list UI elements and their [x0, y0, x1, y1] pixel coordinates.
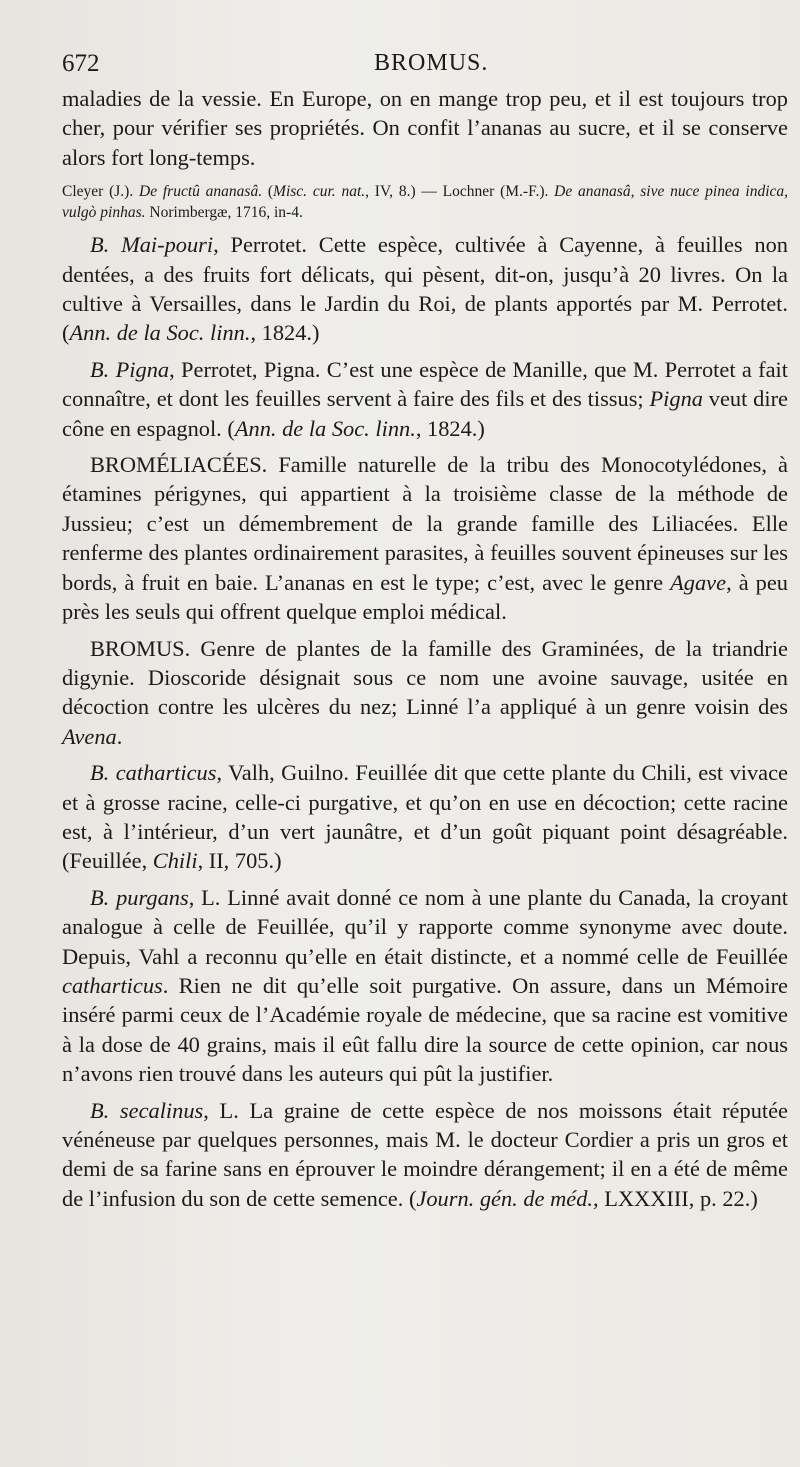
species-epithet: catharticus [62, 972, 163, 998]
citation-volume: , LXXXIII, p. 22.) [593, 1185, 758, 1211]
bibliography-references [62, 181, 788, 223]
entry-text: , L. Linné avait donné ce nom à une plante du Canada, la croyant analogue à celle de Feuillée, qu’il y rapporte comme synonyme avec doute. Depuis, Vahl a reconnu qu’elle en était distincte, et a nommé celle de Feuillée [62, 884, 788, 969]
citation-journal: Journ. gén. de méd. [416, 1185, 593, 1211]
entry-bromeliacees [62, 450, 788, 626]
ref-author-1: Cleyer (J.). [62, 183, 139, 201]
entry-text: . Rien ne dit qu’elle soit purgative. On assure, dans un Mémoire inséré parmi ceux de l’Académie royale de médecine, que sa racine est vomitive à la dose de 40 grains, mais il eût fallu dire la source de cette opinion, car nous n’avons rien trouvé dans les auteurs qui pût la justifier. [62, 972, 788, 1087]
ref-title-1: De fructû ananasâ. [139, 183, 263, 201]
entry-text: , à peu près les seuls qui offrent quelque emploi médical. [62, 569, 789, 625]
entry-text: , Valh, Guilno. Feuillée dit que cette plante du Chili, est vivace et à grosse racine, celle-ci purgative, et qu’on en use en décoction; cette racine est, à l’intérieur, d’un vert jaunâtre, et d’un goût piquant point désagréable. (Feuillée, [62, 760, 788, 874]
page-number: 672 [62, 50, 100, 77]
entry-b-catharticus [62, 758, 788, 876]
page-header [62, 50, 740, 84]
entry-text: veut dire cône en espagnol. ( [62, 386, 788, 441]
body-text [62, 84, 788, 1213]
entry-b-secalinus [62, 1096, 788, 1214]
species-name: B. secalinus [90, 1097, 204, 1123]
genus-name: Avena [62, 723, 117, 749]
genus-name: Agave [670, 569, 727, 595]
entry-text: BROMUS. Genre de plantes de la famille des Graminées, de la triandrie digynie. Dioscoride désignait sous ce nom une avoine sauvage, usitée en décoction contre les ulcères du nez; Linné l’a appliqué à un genre voisin des [62, 635, 788, 720]
entry-text: , L. La graine de cette espèce de nos moissons était réputée vénéneuse par quelques personnes, mais M. le docteur Cordier a pris un gros et demi de sa farine sans en éprouver le moindre dérangement; il en a été de même de l’infusion du son de cette semence. ( [62, 1097, 788, 1211]
running-head: BROMUS. [374, 50, 489, 76]
ref-imprint-2: Norimbergæ, 1716, in-4. [145, 204, 303, 222]
paragraph-ananas-end: maladies de la vessie. En Europe, on en mange trop peu, et il est toujours trop cher, pour vérifier ses propriétés. On confit l’ananas au sucre, et il se conserve alors fort long-temps. [62, 86, 788, 170]
term-italic: Pigna [649, 386, 703, 412]
citation-journal: Ann. de la Soc. linn. [234, 415, 416, 441]
species-name: B. Mai-pouri [90, 232, 214, 258]
citation-volume: , II, 705.) [197, 848, 282, 874]
entry-b-pigna [62, 355, 788, 443]
citation-year: , 1824.) [415, 415, 485, 441]
entry-text: , Perrotet. Cette espèce, cultivée à Cayenne, à feuilles non dentées, a des fruits fort délicats, qui pèsent, dit-on, jusqu’à 20 livres. On la cultive à Versailles, dans le Jardin du Roi, de plants apportés par M. Perrotet. ( [62, 232, 788, 346]
species-name: B. purgans [90, 884, 189, 910]
entry-b-mai-pouri [62, 230, 788, 348]
ref-author-2: , IV, 8.) — Lochner (M.-F.). [365, 183, 555, 201]
ref-sep: ( [262, 183, 274, 201]
citation-journal: Ann. de la Soc. linn. [69, 320, 251, 346]
entry-bromus [62, 634, 788, 752]
entry-b-purgans [62, 883, 788, 1089]
ref-journal-1: Misc. cur. nat. [273, 183, 366, 201]
citation-work: Chili [152, 848, 198, 874]
ref-title-2: De ananasâ, sive nuce pinea indica, vulgò pinhas. [62, 183, 788, 222]
entry-text: BROMÉLIACÉES. Famille naturelle de la tribu des Monocotylédones, à étamines périgynes, qui appartient à la troisième classe de la méthode de Jussieu; c’est un démembrement de la grande famille des Liliacées. Elle renferme des plantes ordinairement parasites, à feuilles souvent épineuses sur les bords, à fruit en baie. L’ananas en est le type; c’est, avec le genre [62, 452, 788, 595]
citation-year: , 1824.) [250, 320, 320, 346]
entry-text: . [116, 723, 123, 749]
species-name: B. Pigna [90, 356, 170, 382]
species-name: B. catharticus [90, 760, 217, 786]
entry-text: , Perrotet, Pigna. C’est une espèce de Manille, que M. Perrotet a fait connaître, et dont les feuilles servent à faire des fils et des tissus; [62, 356, 788, 412]
